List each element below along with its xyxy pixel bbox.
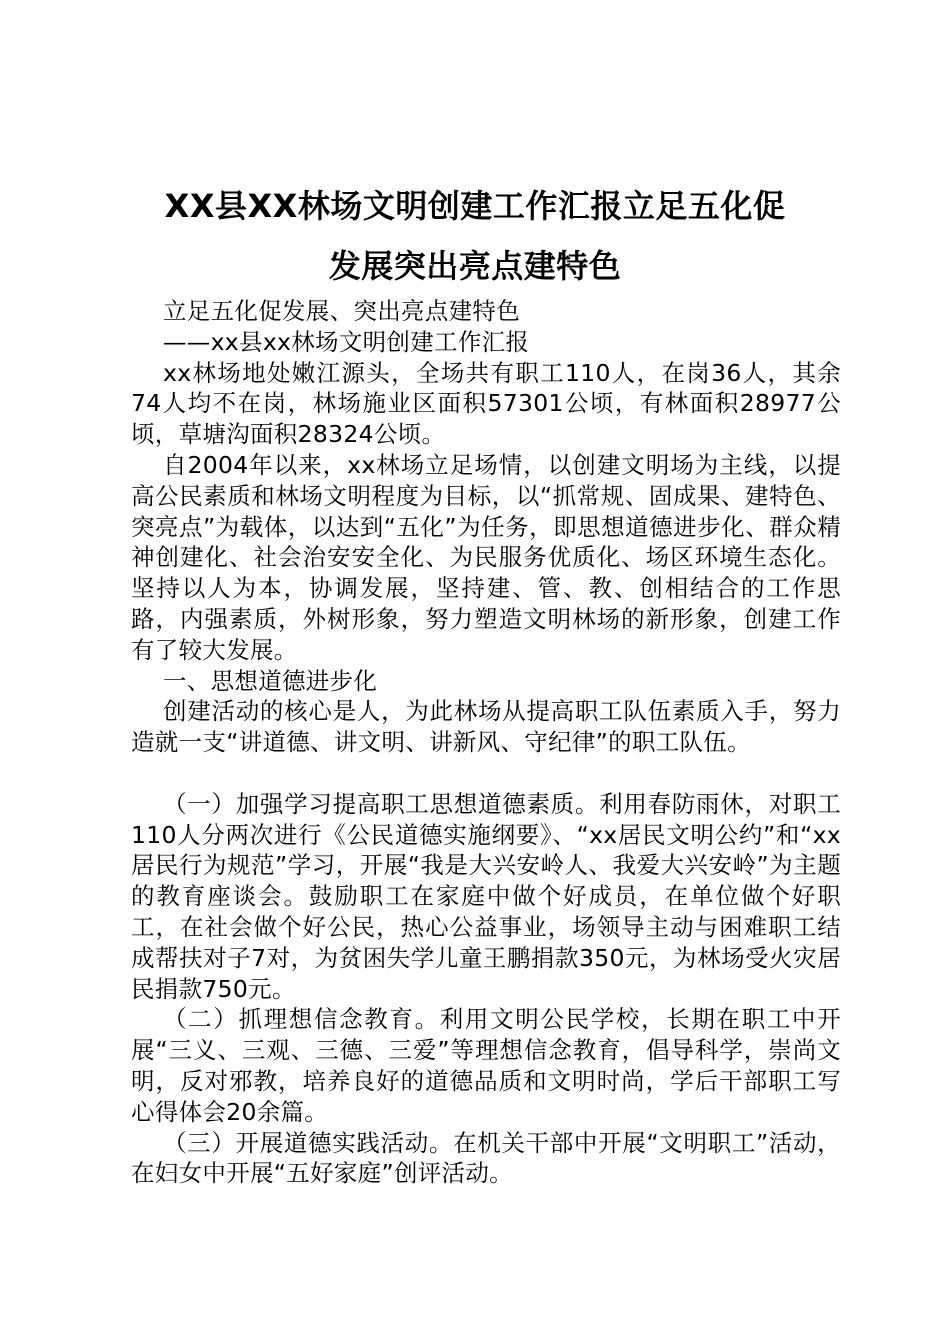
section-heading-1: 一、思想道德进步化 xyxy=(163,666,378,695)
paragraph-item-3: （三）开展道德实践活动。在机关干部中开展“文明职工”活动，在妇女中开展“五好家庭”创评活动。 xyxy=(131,1128,841,1188)
report-byline: ——xx县xx林场文明创建工作汇报 xyxy=(163,327,530,356)
document-body xyxy=(131,296,841,1189)
paragraph-since-2004: 自2004年以来，xx林场立足场情，以创建文明场为主线，以提高公民素质和林场文明程度为目标，以“抓常规、固成果、建特色、突亮点”为载体，以达到“五化”为任务，即思想道德进步化、群众精神创建化、社会治安安全化、为民服务优质化、场区环境生态化。坚持以人为本，协调发展，坚持建、管、教、创相结合的工作思路，内强素质，外树形象，努力塑造文明林场的新形象，创建工作有了较大发展。 xyxy=(131,450,841,664)
subtitle: 立足五化促发展、突出亮点建特色 xyxy=(163,297,520,325)
paragraph-item-2: （二）抓理想信念教育。利用文明公民学校，长期在职工中开展“三义、三观、三德、三爱”等理想信念教育，倡导科学，崇尚文明，反对邪教，培养良好的道德品质和文明时尚，学后干部职工写心得体会20余篇。 xyxy=(131,1005,841,1126)
paragraph-overview: xx林场地处嫩江源头，全场共有职工110人，在岗36人，其余74人均不在岗，林场施业区面积57301公顷，有林面积28977公顷，草塘沟面积28324公顷。 xyxy=(131,358,841,449)
paragraph-item-1: （一）加强学习提高职工思想道德素质。利用春防雨休，对职工110人分两次进行《公民道德实施纲要》、“xx居民文明公约”和“xx居民行为规范”学习，开展“我是大兴安岭人、我爱大兴安岭”为主题的教育座谈会。鼓励职工在家庭中做个好成员，在单位做个好职工，在社会做个好公民，热心公益事业，场领导主动与困难职工结成帮扶对子7对，为贫困失学儿童王鹏捐款350元，为林场受火灾居民捐款750元。 xyxy=(131,789,841,1003)
document-title-line-2: 发展突出亮点建特色 xyxy=(328,247,622,285)
paragraph-core: 创建活动的核心是人，为此林场从提高职工队伍素质入手，努力造就一支“讲道德、讲文明、讲新风、守纪律”的职工队伍。 xyxy=(131,697,841,757)
document-title-line-1: XX县XX林场文明创建工作汇报立足五化促 xyxy=(164,187,786,225)
